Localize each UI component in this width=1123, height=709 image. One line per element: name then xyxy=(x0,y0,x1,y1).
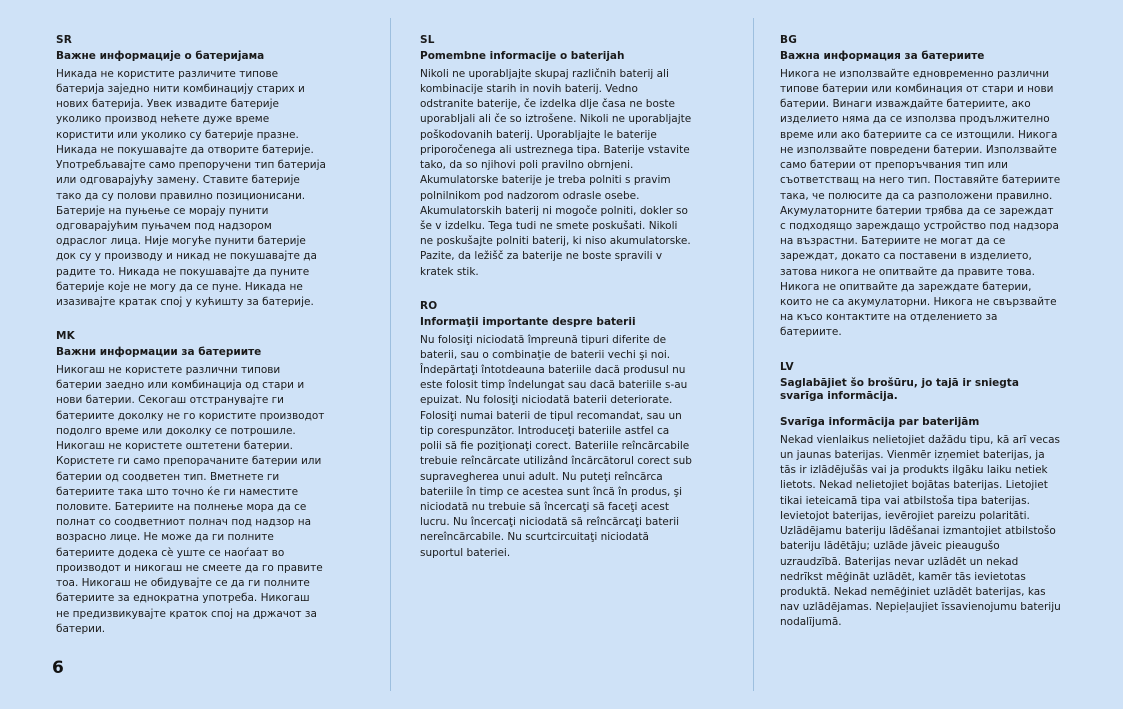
language-code-sr: SR xyxy=(56,34,73,46)
body-text-sl: Nikoli ne uporabljajte skupaj različnih baterij ali kombinacije starih in novih baterij. Vedno odstranite baterije, če izdelka dlje časa ne boste uporabljali ali če so iztrošene. Nikoli ne uporabljajte poškodovanih baterij. Uporabljajte le baterije priporočenega ali ustreznega tipa. Baterije vstavite tako, da so njihovi poli pravilno obrnjeni. Akumulatorske baterije je treba polniti s pravim polnilnikom pod nadzorom odrasle osebe. Akumulatorskih baterij ni mogoče polniti, dokler so še v izdelku. Tega tudi ne smete poskušati. Nikoli ne poskušajte polniti baterij, ki niso akumulatorske. Pazite, da ležišč za baterije ne boste spravili v kratek stik. xyxy=(420,67,692,278)
language-block-mk xyxy=(56,330,326,637)
text-column-1 xyxy=(56,34,326,637)
text-column-2 xyxy=(420,34,692,561)
page-number: 6 xyxy=(52,658,64,678)
text-column-3 xyxy=(780,34,1062,631)
language-code-ro: RO xyxy=(420,299,438,312)
body-text-sr: Никада не користите различите типове батерија заједно нити комбинацију старих и нових батерија. Увек извадите батерије уколико производ нећете дуже време користити или уколико су батерије празне. Никада не покушавајте да отвoрите батерије. Употребљавајте само препоручени тип батерија или одговарајућу замену. Ставите батерије тако да су полови правилно позиционисани. Батерије на пуњење се морају пунити одговарајућим пуњачем под надзором одраслог лица. Није могуће пунити батерије док су у производу и никад не покушавајте да радите то. Никада не покушавајте да пуните батерије које не могу да се пуне. Никада не изазивајте кратак спој у кућишту за батерије. xyxy=(56,67,326,309)
language-block-sr xyxy=(56,34,326,310)
language-code-bg: BG xyxy=(780,34,798,46)
section-title-bg: Важна информация за батериите xyxy=(780,50,985,63)
subsection-title-lv: Svarīga informācija par baterijām xyxy=(780,416,980,429)
section-title-ro: Informaţii importante despre baterii xyxy=(420,315,636,328)
language-code-lv: LV xyxy=(780,360,794,373)
section-title-mk: Важни информации за батериите xyxy=(56,346,262,359)
language-code-sl: SL xyxy=(420,34,435,46)
body-text-mk: Никогаш не користете различни типови батерии заедно или комбинација од стари и нови батерии. Секогаш отстранувајте ги батериите доколку не го користите производот подолго време или доколку се потрошиле. Никогаш не користете оштетени батерии. Користете ги само препорачаните батерии или батерии од соодветен тип. Вметнете ги батериите така што точно ќе ги наместите половите. Батериите на полнење мора да се полнат со соодветниот полнач под надзор на возрасно лице. Не може да ги полните батериите додека сѐ уште се наоѓаат во производот и никогаш не смеете да го правите тоа. Никогаш не обидувајте се да ги полните батериите за еднократна употреба. Никогаш не предизвикувајте краток спој на држачот за батерии. xyxy=(56,364,325,635)
language-block-bg xyxy=(780,34,1062,341)
column-divider-1 xyxy=(390,18,391,691)
language-block-lv xyxy=(780,361,1062,631)
language-code-mk: MK xyxy=(56,330,75,343)
section-title-lv: Saglabājiet šo brošūru, jo tajā ir sniegta svarīga informācija. xyxy=(780,376,1019,403)
column-divider-2 xyxy=(753,18,754,691)
section-title-sl: Pomembne informacije o baterijah xyxy=(420,50,625,63)
section-title-sr: Важне информације о батеријама xyxy=(56,50,265,63)
body-text-bg: Никога не използвайте едновременно различни типове батерии или комбинация от стари и нови батерии. Винаги изваждайте батериите, ако изделието няма да се използва продължително време или ако батериите са се изтощили. Никога не използвайте повредени батерии. Използвайте само батерии от препоръчвания тип или съответстващ на него тип. Поставяйте батериите така, че полюсите да са разположени правилно. Акумулаторните батерии трябва да се зареждат с подходящо зареждащо устройство под надзора на възрастни. Батериите не могат да се зареждат, докато са поставени в изделието, затова никога не опитвайте да правите това. Никога не опитвайте да зареждате батерии, които не са акумулаторни. Никога не свързвайте на късо контактите на отделението за батериите. xyxy=(780,67,1061,339)
language-block-sl xyxy=(420,34,692,280)
language-block-ro xyxy=(420,300,692,561)
body-text-ro: Nu folosiţi niciodată împreună tipuri diferite de baterii, sau o combinaţie de baterii vechi şi noi. Îndepărtaţi întotdeauna bateriile dacă produsul nu este folosit timp îndelungat sau dacă bateriile s-au epuizat. Nu folosiţi niciodată baterii deteriorate. Folosiţi numai baterii de tipul recomandat, sau un tip corespunzător. Introduceţi bateriile astfel ca polii să fie poziţionaţi corect. Bateriile reîncărcabile trebuie reîncărcate utilizând încărcătorul corect sub supravegherea unui adult. Nu puteţi reîncărca bateriile în timp ce acestea sunt încă în produs, şi niciodată nu trebuie să încercaţi să faceţi acest lucru. Nu încercaţi niciodată să reîncărcaţi baterii nereîncărcabile. Nu scurtcircuitaţi niciodată suportul bateriei. xyxy=(420,333,692,559)
body-text-lv: Nekad vienlaikus nelietojiet dažādu tipu, kā arī vecas un jaunas baterijas. Vienmēr izņemiet baterijas, ja tās ir izlādējušās vai ja produkts ilgāku laiku netiek lietots. Nekad nelietojiet bojātas baterijas. Lietojiet tikai ieteicamā tipa vai atbilstoša tipa baterijas. Ievietojot baterijas, ievērojiet pareizu polaritāti. Uzlādējamu bateriju lādēšanai izmantojiet atbilstošo bateriju lādētāju; uzlāde jāveic pieaugušo uzraudzībā. Baterijas nevar uzlādēt un nekad nedrīkst mēģināt uzlādēt, kamēr tās ievietotas produktā. Nekad nemēģiniet uzlādēt baterijas, kas nav uzlādējamas. Nepieļaujiet īssavienojumu bateriju nodalījumā. xyxy=(780,433,1061,629)
